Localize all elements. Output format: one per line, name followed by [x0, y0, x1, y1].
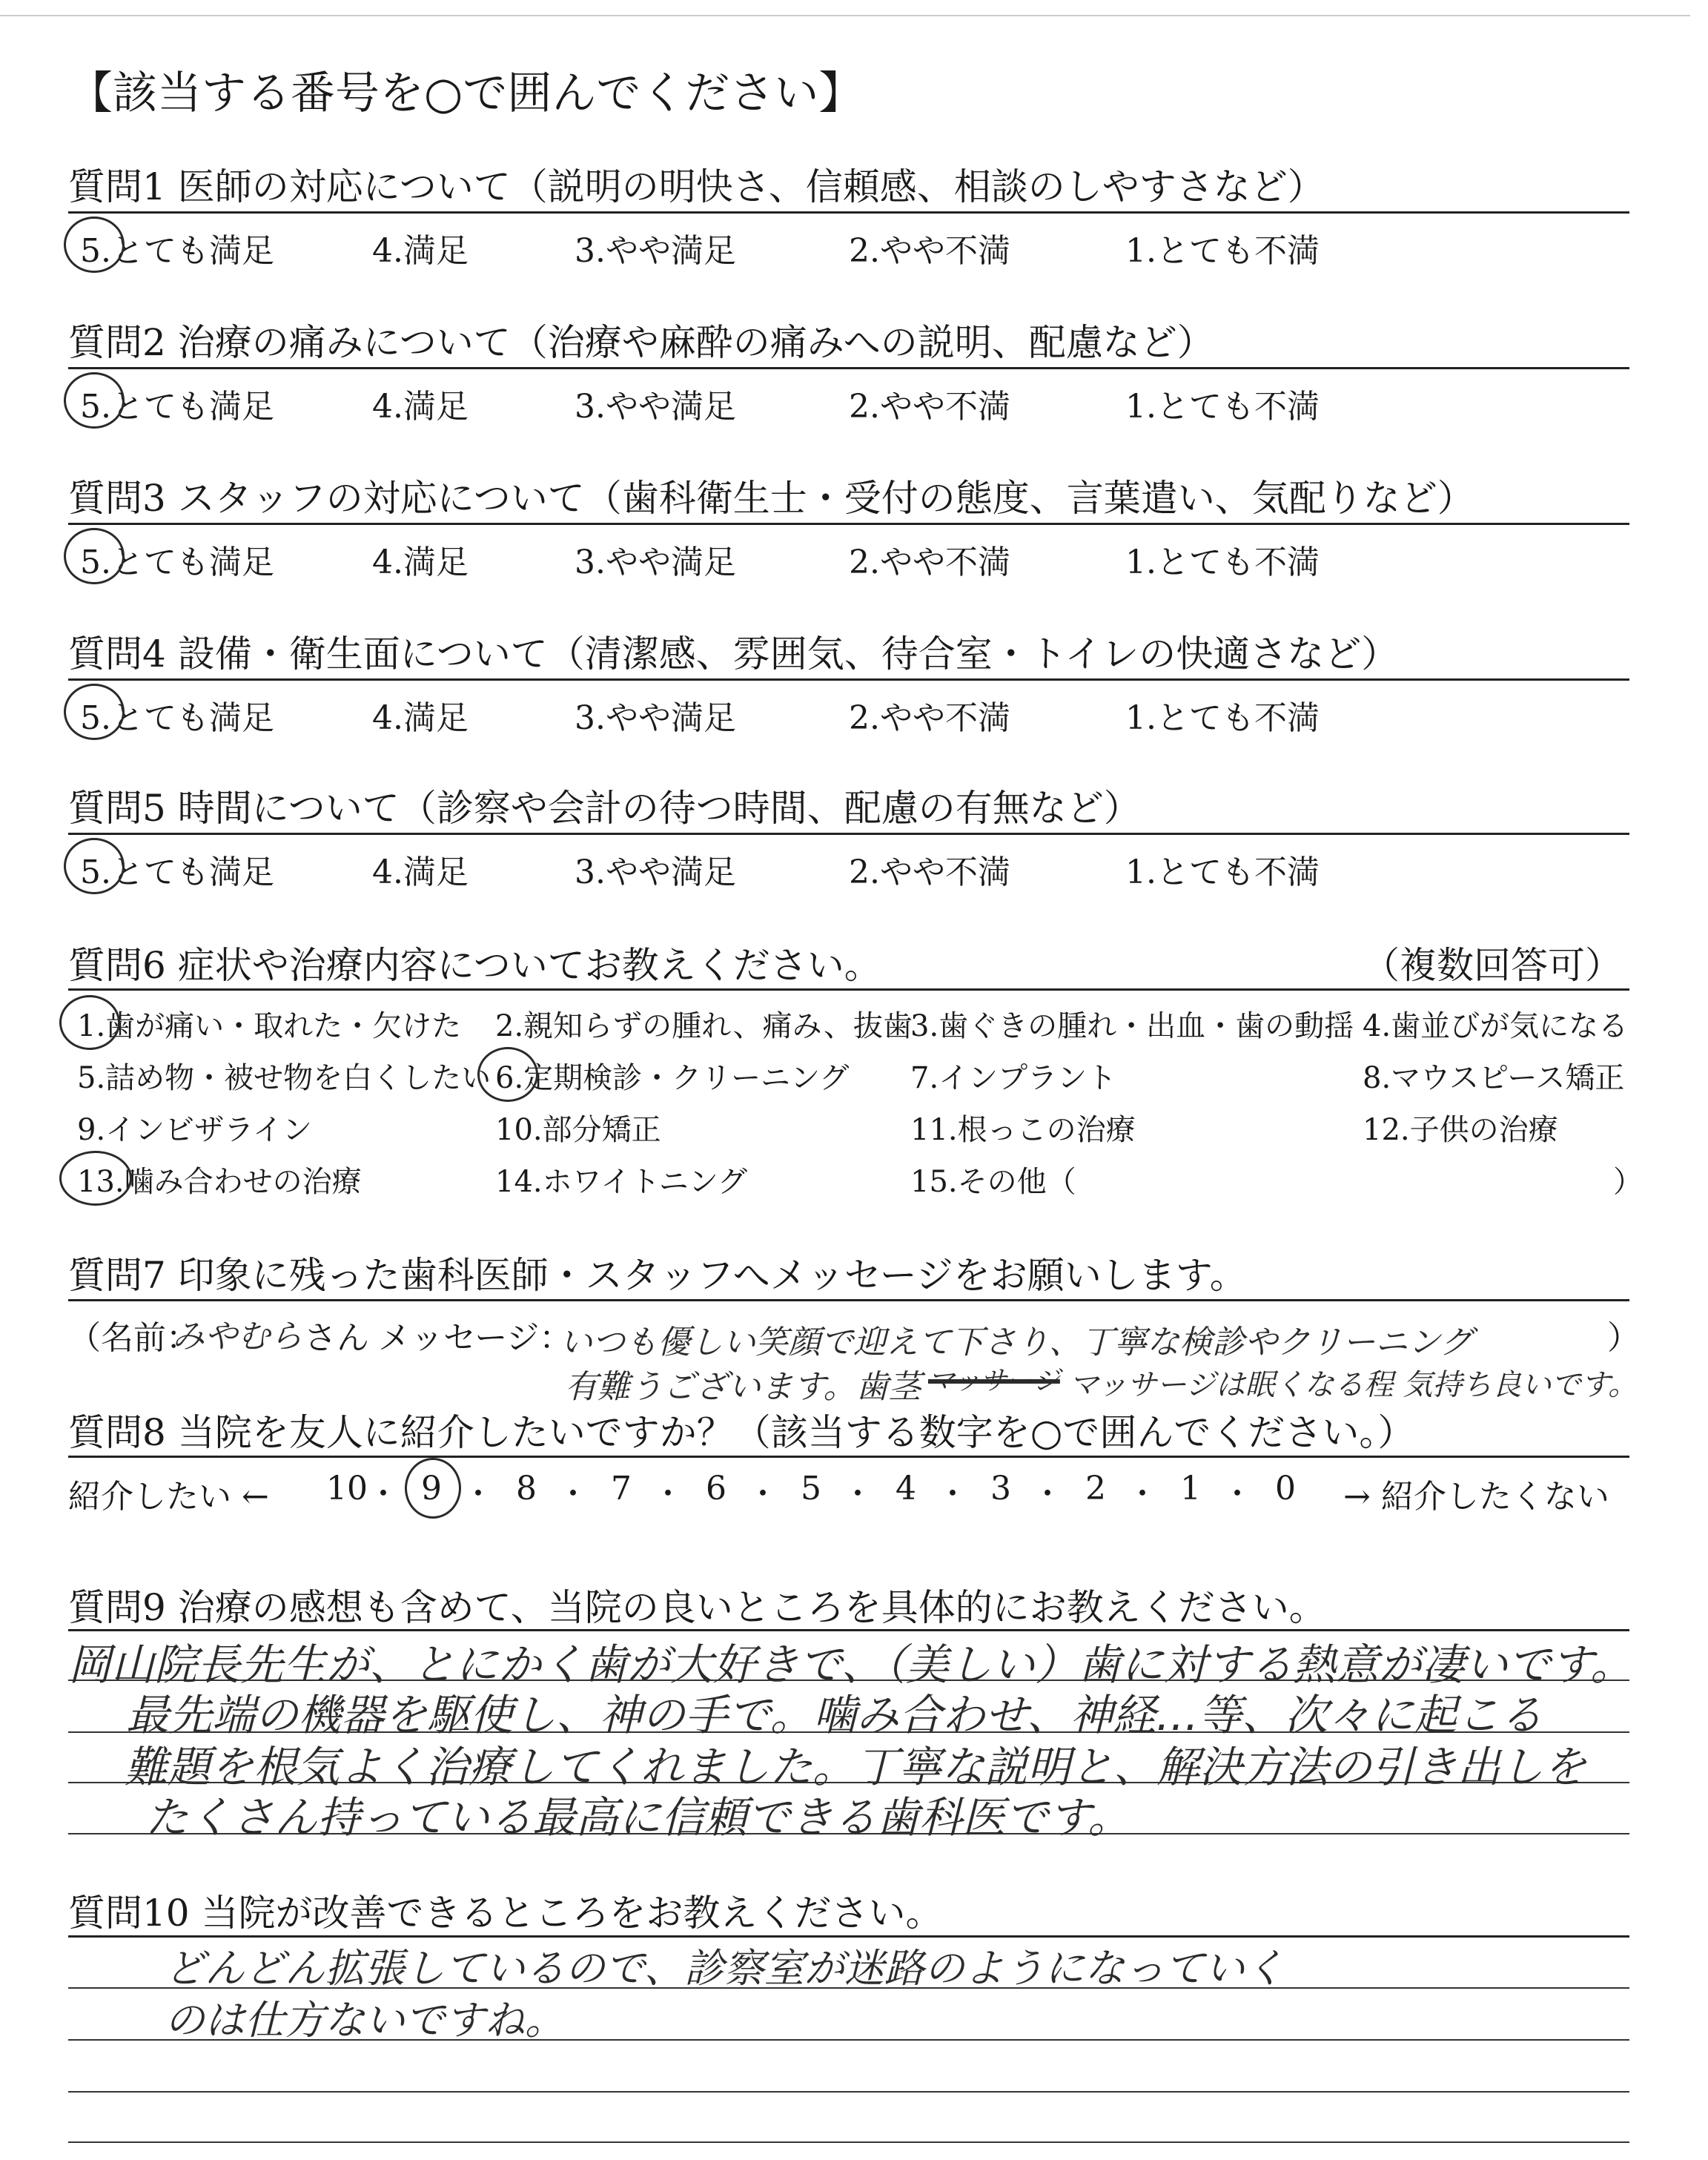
- q4-option-3[interactable]: 3.やや満足: [575, 699, 736, 737]
- q5-option-1[interactable]: 1.とても不満: [1125, 853, 1320, 891]
- q8-scale-9[interactable]: 9: [421, 1470, 442, 1507]
- q6-option-13[interactable]: 13.噛み合わせの治療: [77, 1165, 362, 1199]
- q6-label: 質問6 症状や治療内容についてお教えください。: [68, 944, 881, 987]
- q6-option-12[interactable]: 12.子供の治療: [1363, 1113, 1558, 1147]
- q1-rule: [68, 211, 1629, 214]
- q6-option-15[interactable]: 15.その他（: [910, 1165, 1076, 1199]
- q1-option-5[interactable]: 5.とても満足: [80, 232, 274, 270]
- q1-label: 質問1 医師の対応について（説明の明快さ、信頼感、相談のしやすさなど）: [68, 165, 1325, 208]
- q8-scale-8[interactable]: 8: [516, 1470, 537, 1507]
- q8-scale-separator: ・: [842, 1476, 874, 1512]
- q2-option-1[interactable]: 1.とても不満: [1125, 388, 1320, 426]
- q4-label: 質問4 設備・衛生面について（清潔感、雰囲気、待合室・トイレの快適さなど）: [68, 633, 1399, 676]
- q6-option-10[interactable]: 10.部分矯正: [495, 1113, 661, 1147]
- q6-option-4[interactable]: 4.歯並びが気になる: [1363, 1009, 1629, 1043]
- q1-selection-circle: [64, 217, 125, 273]
- q7-message-struck: マッサージ: [928, 1366, 1060, 1396]
- q8-rule: [68, 1456, 1629, 1458]
- q8-scale-separator: ・: [937, 1476, 969, 1512]
- q8-selection-circle: [405, 1458, 461, 1519]
- q6-option-14[interactable]: 14.ホワイトニング: [495, 1165, 748, 1199]
- q6-option-1[interactable]: 1.歯が痛い・取れた・欠けた: [77, 1009, 462, 1043]
- q2-label: 質問2 治療の痛みについて（治療や麻酔の痛みへの説明、配慮など）: [68, 321, 1214, 364]
- q6-selection-circle-1: [59, 995, 120, 1050]
- q9-answer-line-4[interactable]: たくさん持っている最高に信頼できる歯科医です。: [145, 1792, 1131, 1843]
- q9-answer-line-1[interactable]: 岡山院長先生が、とにかく歯が大好きで、（美しい）歯に対する熱意が凄いです。: [68, 1639, 1634, 1690]
- q8-scale-separator: ・: [652, 1476, 684, 1512]
- q7-name-prefix: （名前：: [68, 1319, 199, 1357]
- q2-rule: [68, 367, 1629, 369]
- q6-rule: [68, 988, 1629, 991]
- q5-option-5[interactable]: 5.とても満足: [80, 853, 274, 891]
- q2-option-3[interactable]: 3.やや満足: [575, 388, 736, 426]
- q8-scale-separator: ・: [463, 1476, 494, 1512]
- q4-option-5[interactable]: 5.とても満足: [80, 699, 274, 737]
- q6-option-6[interactable]: 6.定期検診・クリーニング: [495, 1061, 850, 1095]
- q8-scale-7[interactable]: 7: [611, 1470, 632, 1507]
- q2-option-2[interactable]: 2.やや不満: [849, 388, 1010, 426]
- q8-scale-2[interactable]: 2: [1085, 1470, 1106, 1507]
- q3-label: 質問3 スタッフの対応について（歯科衛生士・受付の態度、言葉遣い、気配りなど）: [68, 477, 1474, 520]
- q8-scale-0[interactable]: 0: [1275, 1470, 1296, 1507]
- q4-option-2[interactable]: 2.やや不満: [849, 699, 1010, 737]
- q6-selection-circle-13: [59, 1151, 132, 1206]
- q5-option-4[interactable]: 4.満足: [372, 853, 469, 891]
- q5-option-3[interactable]: 3.やや満足: [575, 853, 736, 891]
- scan-edge-line: [0, 15, 1690, 16]
- q3-option-4[interactable]: 4.満足: [372, 544, 469, 581]
- q3-option-2[interactable]: 2.やや不満: [849, 544, 1010, 581]
- q7-label: 質問7 印象に残った歯科医師・スタッフへメッセージをお願いします。: [68, 1254, 1247, 1297]
- q9-label: 質問9 治療の感想も含めて、当院の良いところを具体的にお教えください。: [68, 1586, 1326, 1629]
- q1-option-3[interactable]: 3.やや満足: [575, 232, 736, 270]
- q6-option-11[interactable]: 11.根っこの治療: [910, 1113, 1136, 1147]
- q7-message-line2b[interactable]: マッサージは眠くなる程 気持ち良いです。: [1069, 1368, 1638, 1402]
- q9-answer-line-2[interactable]: 最先端の機器を駆使し、神の手で。噛み合わせ、神経…等、次々に起こる: [126, 1690, 1543, 1740]
- q7-message-line2a[interactable]: 有難うございます。歯茎: [565, 1368, 921, 1406]
- q10-rule-4: [68, 2141, 1629, 2143]
- q8-scale-separator: ・: [1222, 1476, 1254, 1512]
- q7-rule: [68, 1299, 1629, 1301]
- q9-answer-line-3[interactable]: 難題を根気よく治療してくれました。丁寧な説明と、解決方法の引き出しを: [125, 1742, 1587, 1792]
- q8-scale-3[interactable]: 3: [990, 1470, 1011, 1507]
- q6-option-2[interactable]: 2.親知らずの腫れ、痛み、抜歯: [495, 1009, 913, 1043]
- q3-selection-circle: [64, 528, 125, 584]
- q6-option-8[interactable]: 8.マウスピース矯正: [1363, 1061, 1625, 1095]
- q2-selection-circle: [64, 372, 125, 429]
- q1-option-2[interactable]: 2.やや不満: [849, 232, 1010, 270]
- q5-rule: [68, 833, 1629, 835]
- q8-left-label: 紹介したい ←: [68, 1478, 269, 1516]
- q7-name-value[interactable]: みやむら: [172, 1318, 302, 1355]
- q6-option-16[interactable]: ）: [1613, 1165, 1643, 1199]
- q10-answer-line-2[interactable]: のは仕方ないですね。: [165, 1997, 565, 2044]
- q10-answer-line-1[interactable]: どんどん拡張しているので、診察室が迷路のようになっていく: [165, 1945, 1285, 1992]
- q4-selection-circle: [64, 684, 125, 740]
- q5-option-2[interactable]: 2.やや不満: [849, 853, 1010, 891]
- q5-label: 質問5 時間について（診察や会計の待つ時間、配慮の有無など）: [68, 787, 1141, 830]
- q8-scale-10[interactable]: 10: [326, 1470, 368, 1507]
- q7-message-prefix: メッセージ：: [378, 1319, 572, 1357]
- q8-scale-1[interactable]: 1: [1180, 1470, 1201, 1507]
- q3-option-1[interactable]: 1.とても不満: [1125, 544, 1320, 581]
- q1-option-4[interactable]: 4.満足: [372, 232, 469, 270]
- q7-close-paren: ）: [1607, 1319, 1640, 1357]
- q8-scale-separator: ・: [1127, 1476, 1159, 1512]
- q7-message-line1[interactable]: いつも優しい笑顔で迎えて下さり、丁寧な検診やクリーニング: [560, 1324, 1473, 1361]
- q3-rule: [68, 523, 1629, 525]
- q6-note: （複数回答可）: [1363, 944, 1622, 987]
- q10-label: 質問10 当院が改善できるところをお教えください。: [68, 1892, 943, 1935]
- q7-name-suffix: さん: [304, 1319, 369, 1357]
- q8-right-label: → 紹介したくない: [1343, 1478, 1609, 1516]
- q8-scale-separator: ・: [368, 1476, 400, 1512]
- q8-scale-5[interactable]: 5: [801, 1470, 821, 1507]
- q6-option-5[interactable]: 5.詰め物・被せ物を白くしたい: [77, 1061, 491, 1095]
- q1-option-1[interactable]: 1.とても不満: [1125, 232, 1320, 270]
- q4-option-1[interactable]: 1.とても不満: [1125, 699, 1320, 737]
- q8-scale-6[interactable]: 6: [706, 1470, 726, 1507]
- q6-selection-circle-6: [477, 1047, 538, 1102]
- q6-option-7[interactable]: 7.インプラント: [910, 1061, 1117, 1095]
- q8-scale-separator: ・: [747, 1476, 779, 1512]
- q4-option-4[interactable]: 4.満足: [372, 699, 469, 737]
- q4-rule: [68, 678, 1629, 681]
- q6-option-3[interactable]: 3.歯ぐきの腫れ・出血・歯の動揺: [910, 1009, 1354, 1043]
- q8-scale-separator: ・: [557, 1476, 589, 1512]
- q3-option-5[interactable]: 5.とても満足: [80, 544, 274, 581]
- q5-selection-circle: [64, 838, 125, 894]
- q8-scale-separator: ・: [1032, 1476, 1064, 1512]
- q2-option-5[interactable]: 5.とても満足: [80, 388, 274, 426]
- q8-label: 質問8 当院を友人に紹介したいですか？（該当する数字を○で囲んでください。）: [68, 1411, 1415, 1454]
- q3-option-3[interactable]: 3.やや満足: [575, 544, 736, 581]
- q2-option-4[interactable]: 4.満足: [372, 388, 469, 426]
- form-title: 【該当する番号を○で囲んでください】: [68, 67, 864, 119]
- q10-rule-3: [68, 2091, 1629, 2093]
- q8-scale-4[interactable]: 4: [896, 1470, 916, 1507]
- q6-option-9[interactable]: 9.インビザライン: [77, 1113, 312, 1147]
